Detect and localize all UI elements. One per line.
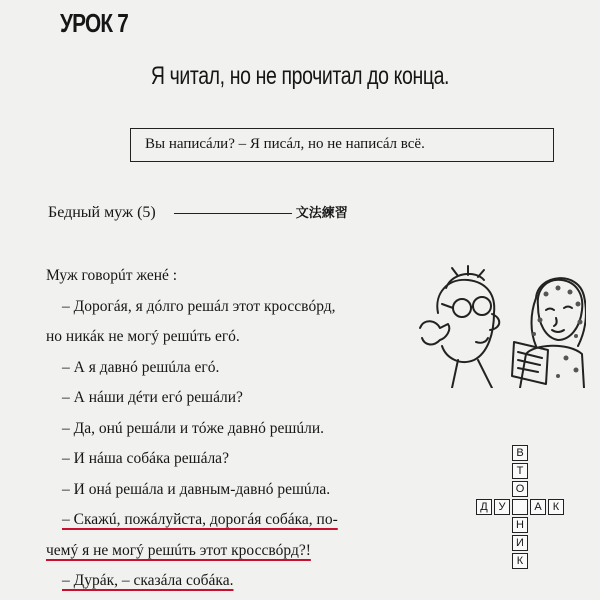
section-title: Бедный муж (5) <box>48 204 156 221</box>
crossword-cell: К <box>512 553 528 569</box>
crossword-cell: В <box>512 445 528 461</box>
husband-mouth <box>476 338 488 343</box>
lesson-number: УРОК 7 <box>60 8 128 38</box>
dialogue-line: – А нáши дéти егó решáли? <box>62 389 243 406</box>
section-heading <box>48 202 348 222</box>
glasses-left <box>453 299 471 317</box>
dialogue-line: – И нáша собáка решáла? <box>62 450 229 467</box>
dialogue-line: – И онá решáла и давным-давнó решúла. <box>62 480 331 498</box>
dialogue-line: но никáк не могý решúть егó. <box>46 328 240 345</box>
glasses-right <box>473 297 491 315</box>
crossword-cell: А <box>530 499 546 515</box>
underlined-text: чемý я не могý решúть этот кроссвóрд?! <box>46 541 311 559</box>
underlined-text: – Дурáк, – сказáла собáка. <box>62 572 234 589</box>
dialogue-line-underlined <box>46 505 338 536</box>
section-dash <box>174 213 292 214</box>
section-subtitle: 文法練習 <box>295 206 348 221</box>
crossword-cell: К <box>548 499 564 515</box>
example-box: Вы написáли? – Я писáл, но не написáл всё. <box>130 128 554 162</box>
dialogue-text <box>46 261 338 597</box>
crossword-cell: И <box>512 535 528 551</box>
wife-body <box>520 346 584 388</box>
crossword-cell: У <box>494 499 510 515</box>
dialogue-line: – Да, онú решáли и тóже давнó решúли. <box>62 419 325 437</box>
husband-wife-illustration <box>418 258 586 388</box>
dialogue-line-underlined <box>46 566 338 597</box>
husband-hair <box>446 266 484 288</box>
page-title: Я читал, но не прочитал до конца. <box>150 62 450 90</box>
husband-nose <box>490 314 499 330</box>
crossword-cell-intersection <box>512 499 528 515</box>
crossword-cell: Т <box>512 463 528 479</box>
crossword-cell: О <box>512 481 528 497</box>
crossword-cell: Д <box>476 499 492 515</box>
newspaper <box>512 342 548 384</box>
crossword-cell: Н <box>512 517 528 533</box>
dialogue-line: – Дорогáя, я дóлго решáл этот кроссвóрд, <box>62 297 336 315</box>
dialogue-line: Муж говорúт женé : <box>46 267 178 284</box>
dialogue-line-underlined <box>46 536 338 567</box>
underlined-text: – Скажú, пожáлуйста, дорогáя собáка, по- <box>62 511 338 528</box>
husband-hand <box>420 321 449 344</box>
husband-head <box>437 280 494 362</box>
dialogue-line: – А я давнó решúла егó. <box>62 358 220 376</box>
